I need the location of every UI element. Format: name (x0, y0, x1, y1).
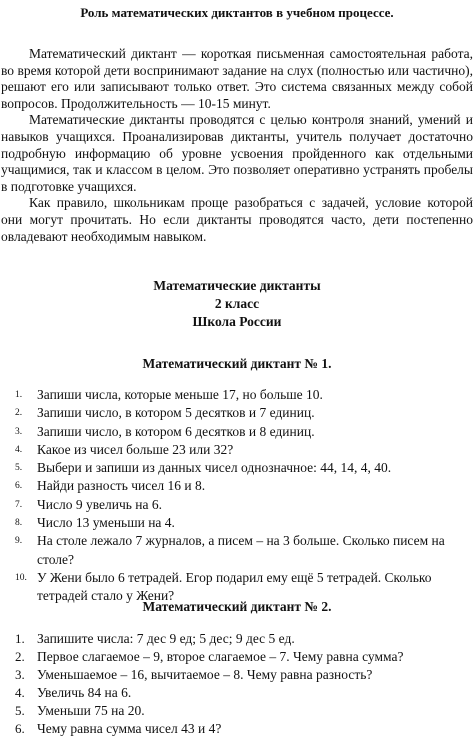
list-item-number: 7. (15, 499, 23, 510)
list-item-number: 2. (15, 408, 23, 419)
list-item (15, 666, 469, 684)
list-item (15, 702, 469, 720)
intro-paragraph: Математический диктант — короткая письменная самостоятельная работа, во время которой дети воспринимают задание на слух (полностью или частично), решают его или записывают только ответ. Это система связанных между собой вопросов. Продолжительность — 10-15 минут. (1, 46, 473, 111)
dictation1-heading: Математический диктант № 1. (142, 356, 332, 371)
list-item-number: 4. (15, 685, 25, 700)
list-item-text: Уменьшаемое – 16, вычитаемое – 8. Чему равна разность? (37, 667, 373, 682)
list-item-number: 4. (15, 444, 23, 455)
list-item-number: 2. (15, 649, 25, 664)
list-item-text: Какое из чисел больше 23 или 32? (37, 441, 234, 457)
collection-heading-line2: 2 класс (214, 296, 260, 311)
list-item-text: Выбери и запиши из данных чисел однозначное: 44, 14, 4, 40. (37, 460, 392, 476)
list-item (15, 630, 469, 648)
dictation2-list (15, 630, 469, 738)
intro-paragraph: Как правило, школьникам проще разобраться с задачей, условие которой они могут прочитать. Но если диктанты проводятся часто, дети постепенно овладевают необходимым навыком. (1, 195, 473, 244)
list-item-text: Число 13 уменьши на 4. (37, 515, 175, 531)
collection-heading-line1: Математические диктанты (153, 278, 321, 293)
list-item-number: 3. (15, 426, 23, 437)
intro-paragraph: Математические диктанты проводятся с целью контроля знаний, умений и навыков учащихся. Проанализировав диктанты, учитель получает достаточно подробную информацию об уровне усвоения пройденного как отдельными учащимися, так и классом в целом. Это позволяет оперативно устранять пробелы в подготовке учащихся. (1, 112, 473, 194)
list-item-text: Запишите числа: 7 дес 9 ед; 5 дес; 9 дес 5 ед. (37, 631, 295, 646)
list-item (15, 532, 469, 569)
list-item (15, 386, 469, 404)
list-item (15, 684, 469, 702)
list-item (15, 720, 469, 738)
list-item (15, 441, 469, 459)
dictation2-heading: Математический диктант № 2. (142, 599, 332, 614)
list-item-text: Уменьши 75 на 20. (37, 703, 145, 718)
list-item (15, 477, 469, 495)
intro-text (1, 46, 473, 245)
list-item-text: Найди разность чисел 16 и 8. (37, 478, 206, 494)
list-item-text: На столе лежало 7 журналов, а писем – на 3 больше. Сколько писем на столе? (37, 533, 445, 567)
list-item-text: Чему равна сумма чисел 43 и 4? (37, 721, 222, 736)
list-item (15, 496, 469, 514)
list-item-number: 5. (15, 463, 23, 474)
list-item-number: 5. (15, 703, 25, 718)
list-item-number: 3. (15, 667, 25, 682)
list-item-text: Запиши число, в котором 6 десятков и 8 единиц. (37, 423, 315, 439)
list-item-text: Запиши число, в котором 5 десятков и 7 единиц. (37, 405, 315, 421)
dictation1-list (15, 386, 469, 606)
list-item (15, 423, 469, 441)
list-item-text: Запиши числа, которые меньше 17, но больше 10. (37, 387, 323, 402)
list-item-text: Увеличь 84 на 6. (37, 685, 132, 700)
list-item-number: 6. (15, 721, 25, 736)
list-item-text: Число 9 увеличь на 6. (37, 496, 163, 512)
list-item-text: Первое слагаемое – 9, второе слагаемое – 7. Чему равна сумма? (37, 649, 404, 664)
list-item (15, 459, 469, 477)
list-item-text: У Жени было 6 тетрадей. Егор подарил ему ещё 5 тетрадей. Сколько тетрадей стало у Жени? (37, 569, 432, 604)
list-item-number: 6. (15, 481, 23, 492)
list-item-number: 10. (15, 572, 27, 583)
list-item (15, 514, 469, 532)
list-item-number: 1. (15, 390, 23, 400)
list-item (15, 404, 469, 422)
list-item-number: 9. (15, 536, 23, 547)
list-item-number: 8. (15, 518, 23, 529)
list-item-number: 1. (15, 631, 25, 646)
collection-heading-line3: Школа России (192, 314, 282, 329)
list-item (15, 648, 469, 666)
document-title: Роль математических диктантов в учебном процессе. (80, 5, 394, 20)
